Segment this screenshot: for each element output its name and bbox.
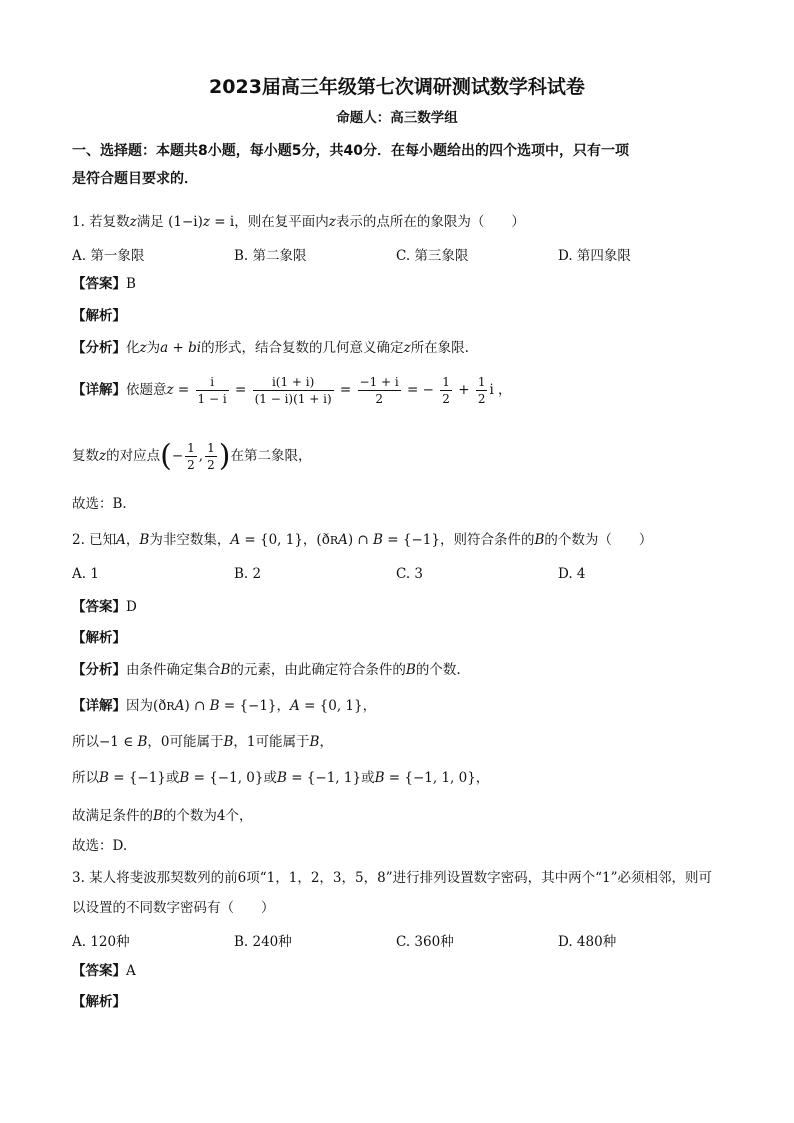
- q1-answer: 【答案】B: [72, 276, 136, 292]
- q2-conclusion: 故选：D.: [72, 838, 128, 854]
- q1-conclusion: 故选：B.: [72, 496, 127, 512]
- question-1-stem: 1. 若复数z满足 (1−i)z = i，则在复平面内z表示的点所在的象限为（ ）: [72, 214, 525, 230]
- question-3-stem-line1: 3. 某人将斐波那契数列的前6项“1，1，2，3，5，8”进行排列设置数字密码，其中两个“1”必须相邻，则可: [72, 870, 712, 886]
- q2-line-cases: 所以B = {−1}或B = {−1, 0}或B = {−1, 1}或B = {−1, 1, 0}，: [72, 770, 490, 786]
- q1-option-c: C. 第三象限: [396, 248, 469, 264]
- q3-answer: 【答案】A: [72, 963, 136, 979]
- q3-option-c: C. 360种: [396, 934, 454, 950]
- q3-option-b: B. 240种: [234, 934, 292, 950]
- q2-line-membership: 所以−1 ∈ B，0可能属于B，1可能属于B，: [72, 734, 333, 750]
- q1-equation: (1−i)z = i: [168, 214, 235, 230]
- question-2-stem: 2. 已知A，B为非空数集，A = {0, 1}，(ðRA) ∩ B = {−1}，则符合条件的B的个数为（ ）: [72, 532, 653, 548]
- q1-explain-tag: 【解析】: [72, 308, 126, 324]
- q2-explain-tag: 【解析】: [72, 630, 126, 646]
- q1-analysis: 【分析】化z为a + bi的形式，结合复数的几何意义确定z所在象限.: [72, 340, 469, 356]
- page-title: 2023届高三年级第七次调研测试数学科试卷: [209, 76, 585, 98]
- page-author: 命题人：高三数学组: [336, 110, 458, 126]
- q2-option-b: B. 2: [234, 566, 262, 582]
- q1-point: 复数z的对应点(− $\frac{1}{2}$ , $\frac{1}{2}$ )在第二象限，: [72, 438, 312, 474]
- q1-option-b: B. 第二象限: [234, 248, 307, 264]
- q2-analysis: 【分析】由条件确定集合B的元素，由此确定符合条件的B的个数.: [72, 662, 461, 678]
- q3-explain-tag: 【解析】: [72, 994, 126, 1010]
- q2-option-c: C. 3: [396, 566, 424, 582]
- q3-option-d: D. 480种: [558, 934, 617, 950]
- section-heading-line2: 是符合题目要求的．: [72, 171, 198, 187]
- q1-option-d: D. 第四象限: [558, 248, 631, 264]
- q2-option-a: A. 1: [72, 566, 99, 582]
- q2-detail: 【详解】因为(ðRA) ∩ B = {−1}，A = {0, 1}，: [72, 698, 377, 714]
- q2-option-d: D. 4: [558, 566, 586, 582]
- q2-answer: 【答案】D: [72, 599, 137, 615]
- q1-detail: 【详解】依题意z = $\frac{i}{1 - i}$ = $\frac{i(1 + i)}{(1 - i)(1 + i)}$ = $\frac{-1 + i}{2}$ = − $\frac{1}{2}$ + $\frac{1}{2}$ i ，: [72, 375, 512, 406]
- q1-option-a: A. 第一象限: [72, 248, 145, 264]
- section-heading-line1: 一、选择题：本题共8小题，每小题5分，共40分．在每小题给出的四个选项中，只有一项: [72, 143, 629, 159]
- question-3-stem-line2: 以设置的不同数字密码有（ ）: [72, 900, 275, 916]
- q2-line-count: 故满足条件的B的个数为4个，: [72, 808, 253, 824]
- q3-option-a: A. 120种: [72, 934, 130, 950]
